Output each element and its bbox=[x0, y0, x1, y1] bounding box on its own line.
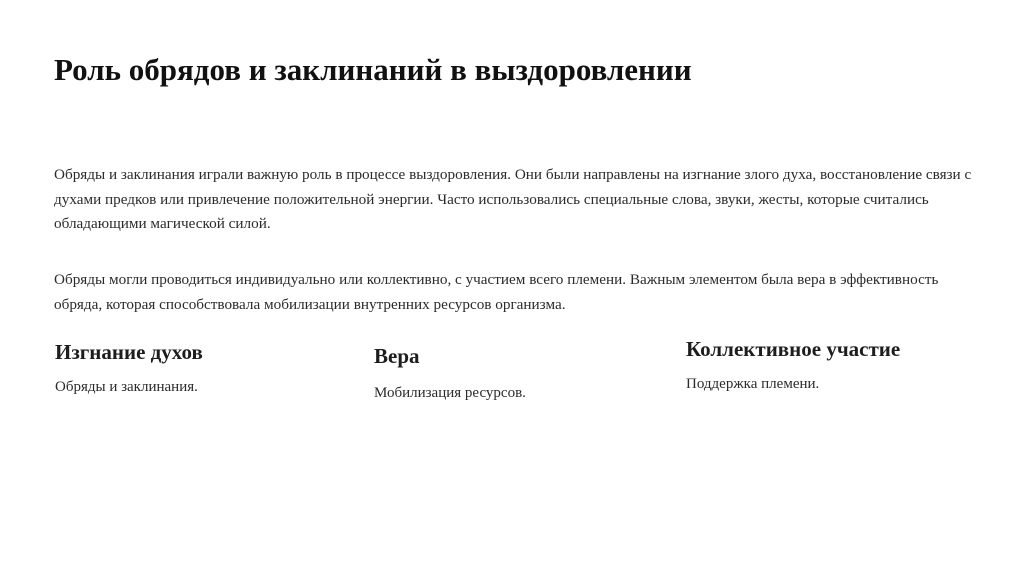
feature-faith bbox=[374, 342, 526, 403]
slide-title: Роль обрядов и заклинаний в выздоровлении bbox=[54, 52, 692, 87]
feature-heading: Изгнание духов bbox=[55, 340, 203, 364]
feature-collective-participation bbox=[686, 335, 900, 394]
feature-heading: Вера bbox=[374, 344, 420, 368]
feature-heading: Коллективное участие bbox=[686, 337, 901, 361]
intro-paragraph: Обряды и заклинания играли важную роль в процессе выздоровления. Они были направлены на изгнание злого духа, восстановление связи с духами предков или привлечение положительной энергии. Часто использовались специальные слова, звуки, жесты, которые считались обладающими магической силой. bbox=[54, 166, 972, 232]
feature-text: Поддержка племени. bbox=[686, 376, 820, 392]
second-paragraph: Обряды могли проводиться индивидуально или коллективно, с участием всего племени. Важным элементом была вера в эффективность обряда, которая способствовала мобилизации внутренних ресурсов организма. bbox=[54, 271, 939, 313]
feature-text: Обряды и заклинания. bbox=[55, 379, 198, 395]
feature-exorcism bbox=[55, 338, 203, 397]
feature-text: Мобилизация ресурсов. bbox=[374, 385, 526, 401]
